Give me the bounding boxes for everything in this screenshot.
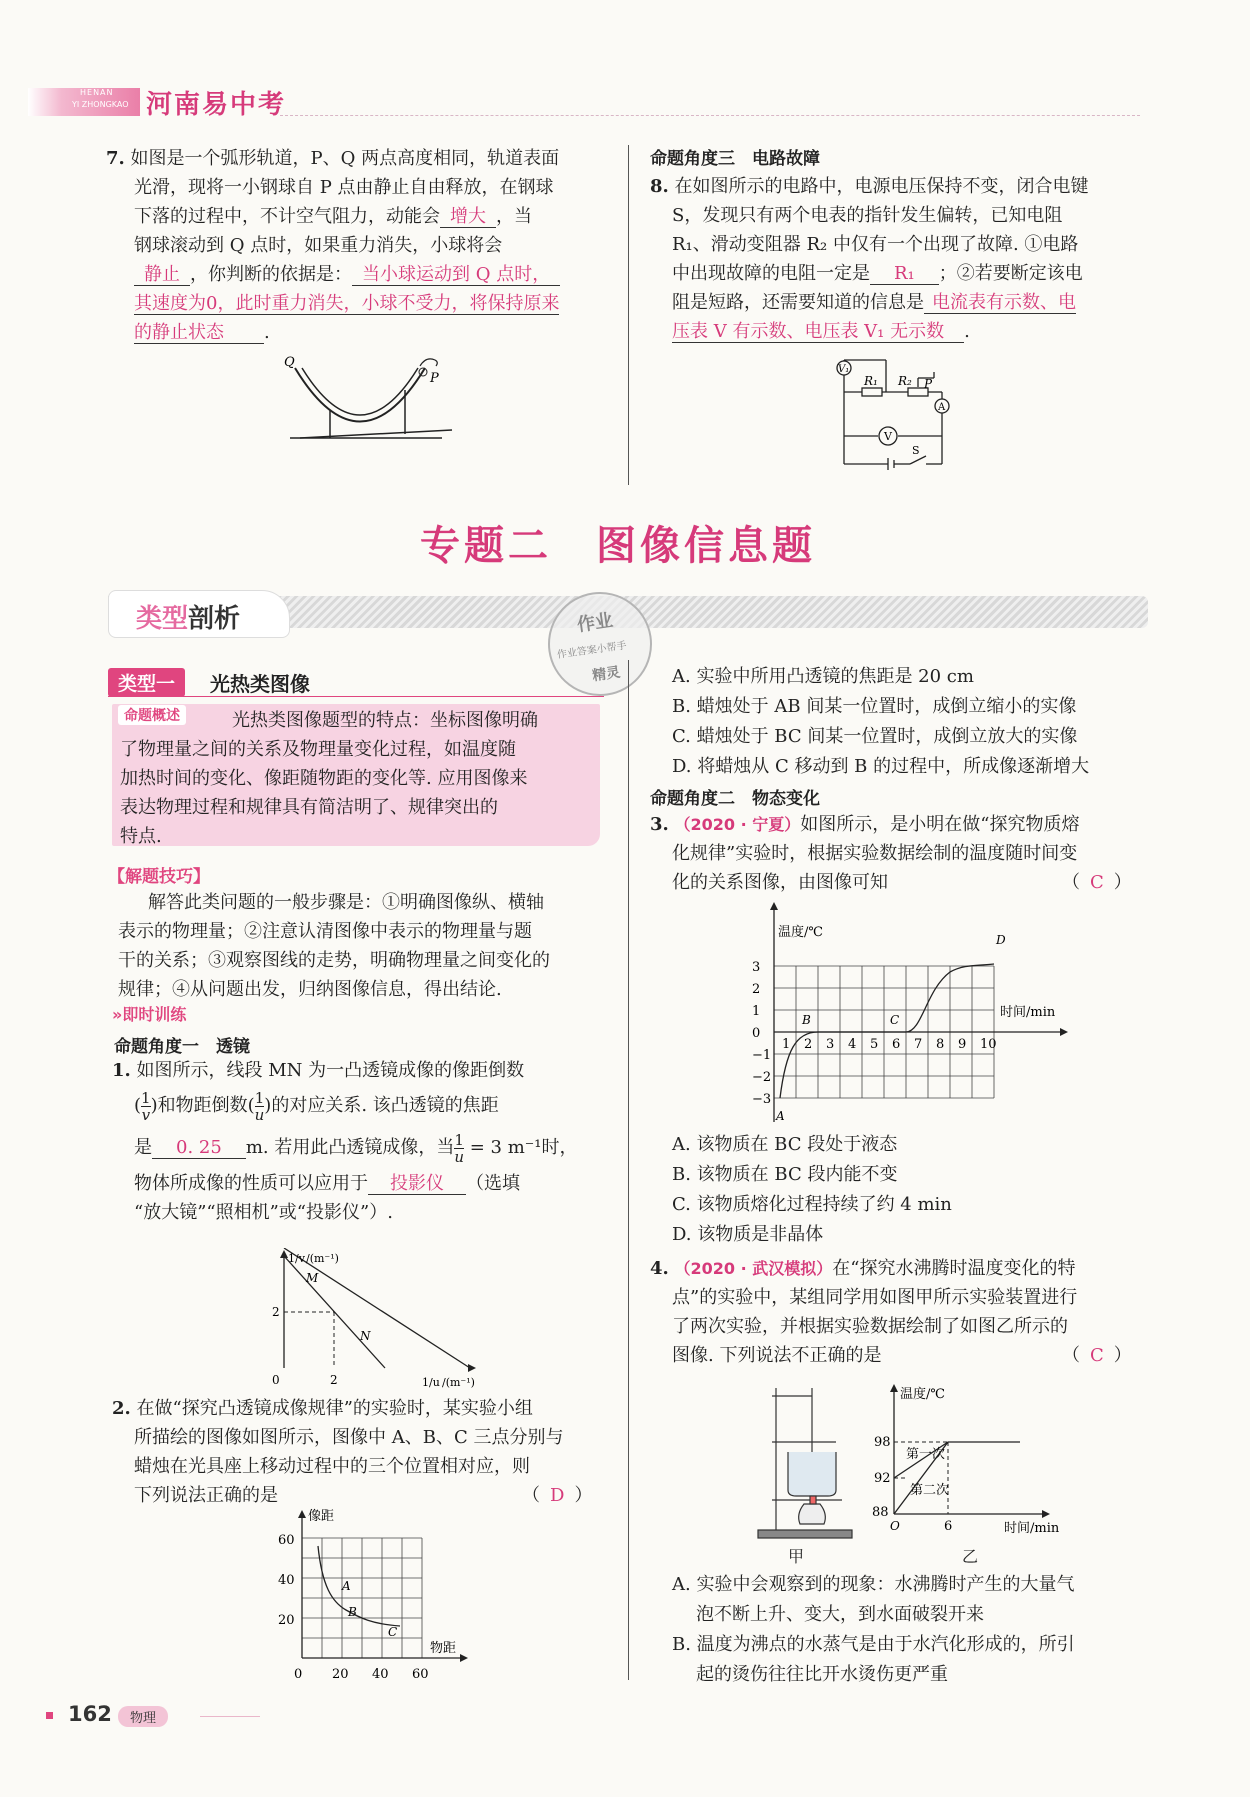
q3-ylabel: 温度/℃ [778,925,823,940]
q7-line5: ，你判断的依据是： [190,264,352,285]
q3-ytick: 0 [752,1026,761,1041]
q7-track-figure [280,350,460,445]
topic-title: 专题二 图像信息题 [420,523,816,569]
q2-answer: D [550,1485,565,1506]
header-line [280,115,1140,116]
q8-line2: S，发现只有两个电表的指针发生偏转，已知电阻 [672,205,1063,226]
q7-answer-1: 增大 [440,206,496,228]
tips-text [118,888,608,1004]
q1-graph-xlabel: /(m⁻¹) [442,1376,475,1389]
question-7 [106,144,606,347]
angle1-heading: 命题角度一 透镜 [114,1037,250,1057]
q3-xtick: 1 [782,1037,791,1052]
column-divider-bottom [628,660,629,1680]
q2-y-60: 60 [278,1533,295,1548]
q3-xtick: 6 [892,1037,901,1052]
q2-option-b: B. 蜡烛处于 AB 间某一位置时，成倒立缩小的实像 [672,696,1077,717]
q1-line3: 是 [134,1137,152,1158]
q2-line2: 所描绘的图像如图所示，图像中 A、B、C 三点分别与 [134,1427,564,1448]
brand-small-1: HENAN [80,88,114,97]
q4-option-a-line1: A. 实验中会观察到的现象：水沸腾时产生的大量气 [672,1574,1075,1595]
q1-frac3-den: u [454,1147,464,1166]
page-number: 162 [68,1702,112,1726]
stamp-line3: 精灵 [591,664,622,685]
stamp-line2: 作业答案小帮手 [556,640,628,662]
q4-line3: 了两次实验，并根据实验数据绘制了如图乙所示的 [672,1316,1068,1337]
q3-xlabel: 时间/min [1000,1005,1056,1020]
circuit-ammeter: A [938,402,946,413]
brand-logo: 河南易中考 [146,90,287,120]
q1-frac1-num: 1 [141,1088,151,1107]
tips-line2: 表示的物理量；②注意认清图像中表示的物理量与题 [118,921,532,942]
q4-option-b-line1: B. 温度为沸点的水蒸气是由于水汽化形成的，所引 [672,1634,1075,1655]
circuit-r1: R₁ [864,374,878,388]
q3-xtick: 3 [826,1037,835,1052]
q3-option-b: B. 该物质在 BC 段内能不变 [672,1164,898,1185]
q2-option-a: A. 实验中所用凸透镜的焦距是 20 cm [672,666,974,687]
q2-paren-l: （ [522,1485,540,1506]
subject-badge: 物理 [118,1706,168,1727]
q2-x-60: 60 [412,1667,429,1682]
q3-xtick: 5 [870,1037,879,1052]
overview-line2: 了物理量之间的关系及物理量变化过程，如温度随 [120,739,516,760]
q4-ylabel: 温度/℃ [900,1387,945,1402]
q3-option-d: D. 该物质是非晶体 [672,1224,824,1245]
q2-option-c: C. 蜡烛处于 BC 间某一位置时，成倒立放大的实像 [672,726,1078,747]
question-3 [650,810,1150,897]
circuit-v1: V₁ [838,364,850,375]
q3-option-a: A. 该物质在 BC 段处于液态 [672,1134,898,1155]
q8-line4-end: ；②若要断定该电 [938,263,1083,284]
svg-text:1/u: 1/u [422,1376,440,1389]
q3-paren-l: （ [1062,872,1080,893]
q1-graph-ylabel: /(m⁻¹) [306,1252,339,1265]
q3-xtick: 10 [980,1037,997,1052]
q1-line4: 物体所成像的性质可以应用于 [134,1173,368,1194]
q3-point-b: B [802,1013,811,1027]
q4-answer: C [1090,1345,1104,1366]
q7-line1: 如图是一个弧形轨道，P、Q 两点高度相同，轨道表面 [130,148,560,169]
q4-y-98: 98 [874,1435,891,1450]
q1-graph-m: M [306,1271,319,1285]
q1-graph-2x: 2 [330,1373,338,1387]
question-1 [112,1056,612,1227]
section-label-a: 类型 [136,604,189,634]
q3-ytick: −2 [752,1070,772,1085]
q7-end: . [264,322,270,343]
q2-x-20: 20 [332,1667,349,1682]
q2-xlabel: 物距 [430,1641,457,1656]
q2-point-a: A [342,1579,351,1593]
q1-graph [270,1248,490,1398]
q4-paren-l: （ [1062,1345,1080,1366]
q3-line3: 化的关系图像，由图像可知 [672,872,888,893]
q1-line3-mid: m. 若用此凸透镜成像，当 [245,1137,455,1158]
q2-options [672,662,1152,782]
q4-graph [866,1382,1076,1542]
tips-line3: 干的关系；③观察图线的走势，明确物理量之间变化的 [118,950,550,971]
q1-line4-end: （选填 [466,1173,520,1194]
q2-number: 2. [112,1398,131,1419]
q3-ytick: −3 [752,1092,772,1107]
q4-xlabel: 时间/min [1004,1521,1060,1536]
q7-label-p: P [430,371,439,386]
q7-line3: 下落的过程中，不计空气阻力，动能会 [134,206,440,227]
section-label-b: 剖析 [188,604,241,634]
q3-paren-r: ） [1113,872,1132,893]
q4-number: 4. [650,1258,669,1279]
q4-line4: 图像. 下列说法不正确的是 [672,1345,882,1366]
q3-point-c: C [890,1013,900,1027]
q1-graph-n: N [360,1329,371,1343]
q7-label-q: Q [284,355,295,370]
tips-line4: 规律；④从问题出发，归纳图像信息，得出结论. [118,979,502,1000]
train-text: 即时训练 [122,1005,187,1024]
tips-label: 【解题技巧】 [108,867,210,887]
circuit-voltmeter: V [884,430,892,443]
q3-xtick: 2 [804,1037,813,1052]
q8-line3: R₁、滑动变阻器 R₂ 中仅有一个出现了故障. ①电路 [672,234,1079,255]
q3-number: 3. [650,814,669,835]
q4-line1: 在“探究水沸腾时温度变化的特 [832,1258,1076,1279]
q1-line2-end: )的对应关系. 该凸透镜的焦距 [264,1095,499,1116]
q4-line2: 点”的实验中，某组同学用如图甲所示实验装置进行 [672,1287,1078,1308]
q3-ytick: −1 [752,1048,772,1063]
question-8 [650,172,1150,346]
q2-x-0: 0 [294,1667,303,1682]
q2-option-d: D. 将蜡烛从 C 移动到 B 的过程中，所成像逐渐增大 [672,756,1090,777]
q1-paren-open: ( [134,1095,142,1116]
q1-answer-2: 投影仪 [368,1173,466,1195]
column-divider-top [628,145,629,485]
q7-answer-3c: 的静止状态 [134,322,264,344]
q7-answer-3b: 其速度为0，此时重力消失，小球不受力，将保持原来 [134,293,560,314]
q3-xtick: 7 [914,1037,923,1052]
q2-x-40: 40 [372,1667,389,1682]
q4-source: （2020 · 武汉模拟） [674,1259,833,1278]
footer-square [46,1712,53,1719]
question-2 [112,1394,612,1510]
q4-paren-r: ） [1113,1345,1132,1366]
q2-line3: 蜡烛在光具座上移动过程中的三个位置相对应，则 [134,1456,530,1477]
q1-frac3-num: 1 [454,1130,464,1149]
q1-graph-2y: 2 [272,1305,280,1319]
type1-underline [108,696,604,697]
train-label: »即时训练 [112,1005,187,1024]
q4-fig-jia: 甲 [788,1547,805,1566]
q1-frac1-den: v [141,1105,151,1124]
q4-fig-yi: 乙 [962,1547,979,1566]
circuit-r2: R₂ [898,374,912,388]
q2-y-40: 40 [278,1573,295,1588]
q4-x-6: 6 [944,1519,953,1534]
circuit-p: P [924,377,933,391]
q3-line1: 如图所示，是小明在做“探究物质熔 [800,814,1080,835]
q7-line3-end: ，当 [496,206,532,227]
q4-apparatus [752,1382,856,1542]
footer-line [200,1716,260,1717]
q7-answer-3a: 当小球运动到 Q 点时， [352,264,560,286]
q8-circuit [830,352,990,472]
tips-line1: 解答此类问题的一般步骤是：①明确图像纵、横轴 [148,892,544,913]
q3-ytick: 2 [752,982,761,997]
q3-ytick: 3 [752,960,761,975]
q4-series-first: 第一次 [906,1447,946,1462]
q3-answer: C [1090,872,1104,893]
q8-number: 8. [650,176,669,197]
brand-small-2: YI ZHONGKAO [72,100,129,109]
q7-line2: 光滑，现将一小钢球自 P 点由静止自由释放，在钢球 [134,177,554,198]
q8-angle-heading: 命题角度三 电路故障 [650,149,820,169]
overview-line5: 特点. [120,826,162,847]
overview-line1: 光热类图像题型的特点：坐标图像明确 [232,710,538,731]
q2-graph [262,1506,482,1686]
question-4 [650,1254,1150,1370]
q1-frac2-den: u [254,1105,265,1124]
q1-frac2-num: 1 [254,1088,265,1107]
overview-line3: 加热时间的变化、像距随物距的变化等. 应用图像来 [120,768,528,789]
svg-text:1/v: 1/v [288,1252,305,1265]
q8-end: . [964,321,970,342]
circuit-switch: S [912,444,920,457]
q3-line2: 化规律”实验时，根据实验数据绘制的温度随时间变 [672,843,1078,864]
q2-line4: 下列说法正确的是 [134,1485,278,1506]
q8-line1: 在如图所示的电路中，电源电压保持不变，闭合电键 [674,176,1089,197]
q2-y-20: 20 [278,1613,295,1628]
q8-line5: 阻是短路，还需要知道的信息是 [672,292,924,313]
q7-answer-2: 静止 [134,264,190,286]
q3-graph [750,900,1080,1125]
q1-line2-mid: )和物距倒数( [150,1095,255,1116]
q2-point-c: C [388,1625,398,1639]
q3-options [672,1130,1152,1250]
q1-line3-end: = 3 m⁻¹时， [469,1137,578,1158]
q1-answer-1: 0. 25 [152,1137,246,1159]
q3-xtick: 4 [848,1037,857,1052]
q1-line5: “放大镜”“照相机”或“投影仪”）. [134,1202,393,1223]
angle2-heading: 命题角度二 物态变化 [650,789,820,809]
overview-label: 命题概述 [118,705,186,725]
q4-y-88: 88 [872,1505,889,1520]
q4-options [672,1570,1152,1690]
q7-line4: 钢球滚动到 Q 点时，如果重力消失，小球将会 [134,235,503,256]
q3-point-d: D [996,933,1006,947]
q1-number: 1. [112,1060,131,1081]
q7-number: 7. [106,148,125,169]
q2-ylabel: 像距 [308,1509,335,1524]
q8-answer-2a: 电流表有示数、电 [924,292,1076,314]
q1-line1: 如图所示，线段 MN 为一凸透镜成像的像距倒数 [136,1060,525,1081]
q4-series-second: 第二次 [910,1483,950,1498]
q8-line4: 中出现故障的电阻一定是 [672,263,870,284]
q4-option-a-line2: 泡不断上升、变大，到水面破裂开来 [696,1604,984,1625]
q3-source: （2020 · 宁夏） [674,815,801,834]
overview-text [120,706,596,851]
type1-tag: 类型一 [108,668,185,697]
q8-answer-2b: 压表 V 有示数、电压表 V₁ 无示数 [672,321,964,343]
q3-xtick: 8 [936,1037,945,1052]
q8-answer-1: R₁ [870,263,939,285]
q4-option-b-line2: 起的烫伤往往比开水烫伤更严重 [696,1664,948,1685]
type1-title: 光热类图像 [210,672,310,696]
q3-point-a: A [776,1109,785,1123]
q2-paren-r: ） [574,1485,593,1506]
q4-y-92: 92 [874,1471,891,1486]
q2-line1: 在做“探究凸透镜成像规律”的实验时，某实验小组 [136,1398,533,1419]
q4-origin: O [890,1519,900,1533]
q1-graph-0: 0 [272,1373,280,1387]
stamp-line1: 作业 [575,610,615,636]
overview-line4: 表达物理过程和规律具有简洁明了、规律突出的 [120,797,498,818]
q3-xtick: 9 [958,1037,967,1052]
q3-option-c: C. 该物质熔化过程持续了约 4 min [672,1194,952,1215]
q3-ytick: 1 [752,1004,761,1019]
q2-point-b: B [348,1605,357,1619]
